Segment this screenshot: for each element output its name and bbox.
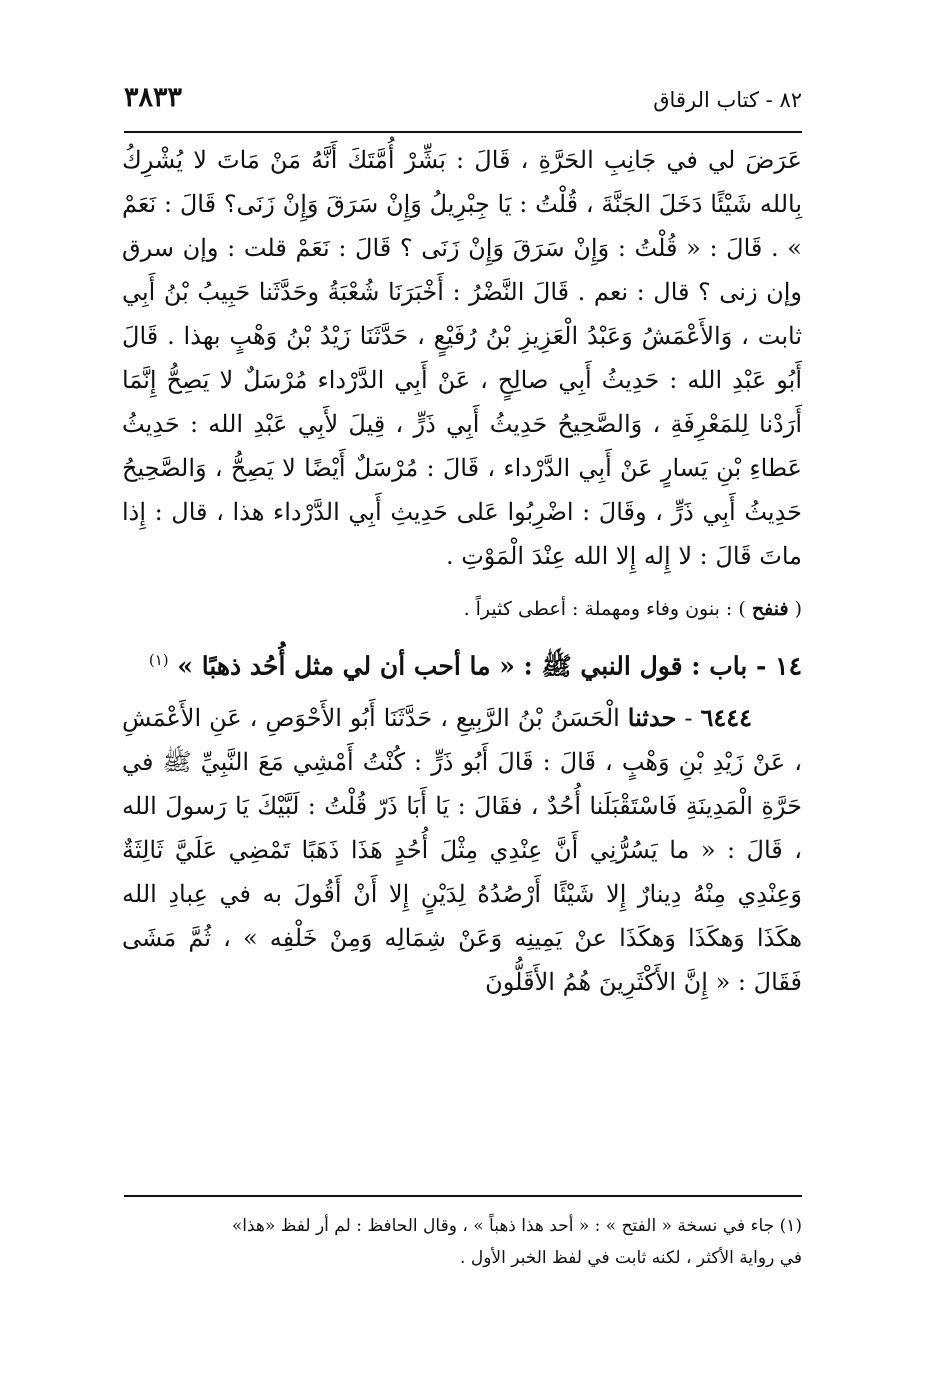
footnote-line-1: (١) جاء في نسخة « الفتح » : « أحد هذا ذهباً » ، وقال الحافظ : لم أر لفظ «هذا»: [231, 1216, 802, 1236]
hadith-paragraph: [122, 696, 802, 1004]
hadith-dash: -: [676, 704, 701, 733]
footnote-line-2: في رواية الأكثر ، لكنه ثابت في لفظ الخبر الأول .: [460, 1248, 802, 1268]
main-text: [122, 138, 802, 1004]
footnote-ref: (١): [148, 651, 169, 669]
commentary-open-paren: (: [788, 598, 802, 620]
commentary-note: [122, 592, 802, 626]
chapter-title: ٨٢ - كتاب الرقاق: [653, 88, 802, 112]
footnotes: [122, 1210, 802, 1274]
hadith-opener: حدثنا: [627, 703, 677, 733]
commentary-close-paren: ): [738, 598, 752, 620]
bab-heading: [122, 638, 802, 688]
header-rule: [124, 131, 802, 133]
commentary-text: : بنون وفاء ومهملة : أعطى كثيراً .: [463, 598, 739, 620]
page-number: ٣٨٣٣: [124, 82, 183, 113]
footnote-rule: [124, 1195, 802, 1197]
running-header: [124, 82, 802, 122]
commentary-term: فنفح: [751, 598, 789, 620]
hadith-text: الْحَسَنُ بْنُ الرَّبِيعِ ، حَدَّثَنَا أَبُو الأَحْوَصِ ، عَنِ الأَعْمَشِ ، عَنْ زَيْدِ بْنِ وَهْبٍ ، قَالَ : قَالَ أَبُو ذَرٍّ : كُنْتُ أَمْشِي مَعَ النَّبِيِّ ﷺ في حَرَّةِ الْمَدِينَةِ فَاسْتَقْبَلَنا أُحُدٌ ، فقَالَ : يَا أَبَا ذَرّ قُلْتُ : لَبَّيْكَ يَا رَسولَ الله ، قَالَ : « ما يَسُرُّنِي أَنَّ عِنْدِي مِثْلَ أُحُدٍ هَذَا ذَهَبًا تَمْضِي عَلَيَّ ثَالِثَةٌ وَعِنْدِي مِنْهُ دِينارٌ إِلا شَيْئًا أَرْصُدُهُ لِدَيْنٍ إِلا أَنْ أَقُولَ به في عِبادِ الله هكَذَا وَهكَذَا وَهكَذَا عنْ يَمِينِه وَعَنْ شِمَالِه وَمِنْ خَلْفِه » ، ثُمَّ مَشَى فَقَالَ : « إِنَّ الأَكْثَرِينَ هُمُ الأَقَلُّونَ: [122, 704, 802, 997]
bab-title: ١٤ - باب : قول النبي ﷺ : « ما أحب أن لي مثل أُحُد ذهبًا »: [177, 651, 802, 681]
hadith-number: ٦٤٤٤: [700, 703, 752, 733]
hadith-continuation-paragraph: عَرَضَ لي في جَانِبِ الحَرَّةِ ، قَالَ : بَشِّرْ أُمَّتَكَ أَنَّهُ مَنْ مَاتَ لا يُشْرِكُ بِالله شَيْئًا دَخَلَ الجَنَّةَ ، قُلْتُ : يَا جِبْرِيلُ وَإِنْ سَرَقَ وَإِنْ زَنَى؟ قَالَ : نَعَمْ » . قَالَ : « قُلْتُ : وَإِنْ سَرَقَ وَإِنْ زَنَى ؟ قَالَ : نَعَمْ قلت : وإن سرق وإن زنى ؟ قال : نعم . قَالَ النَّضْرُ : أَخْبَرَنَا شُعْبَةُ وحَدَّثَنا حَبِيبُ بْنُ أَبِي ثابت ، وَالأَعْمَشُ وَعَبْدُ الْعَزِيزِ بْنُ رُفَيْعٍ ، حَدَّثَنَا زَيْدُ بْنُ وَهْبٍ بهذا . قَالَ أَبُو عَبْدِ الله : حَدِيثُ أَبِي صالِحٍ ، عَنْ أَبِي الدَّرْداء مُرْسَلٌ لا يَصِحُّ إِنَّمَا أَرَدْنا لِلمَعْرِفَةِ ، وَالصَّحِيحُ حَدِيثُ أَبِي ذَرٍّ ، قِيلَ لأَبِي عَبْدِ الله : حَدِيثُ عَطاءِ بْنِ يَسارٍ عَنْ أَبِي الدَّرْداء ، قَالَ : مُرْسَلٌ أَيْضًا لا يَصِحُّ ، وَالصَّحِيحُ حَدِيثُ أَبِي ذَرٍّ ، وقَالَ : اضْرِبُوا عَلى حَدِيثِ أَبِي الدَّرْداء هذا ، قال : إِذا ماتَ قَالَ : لا إِله إِلا الله عِنْدَ الْمَوْتِ .: [122, 146, 803, 570]
